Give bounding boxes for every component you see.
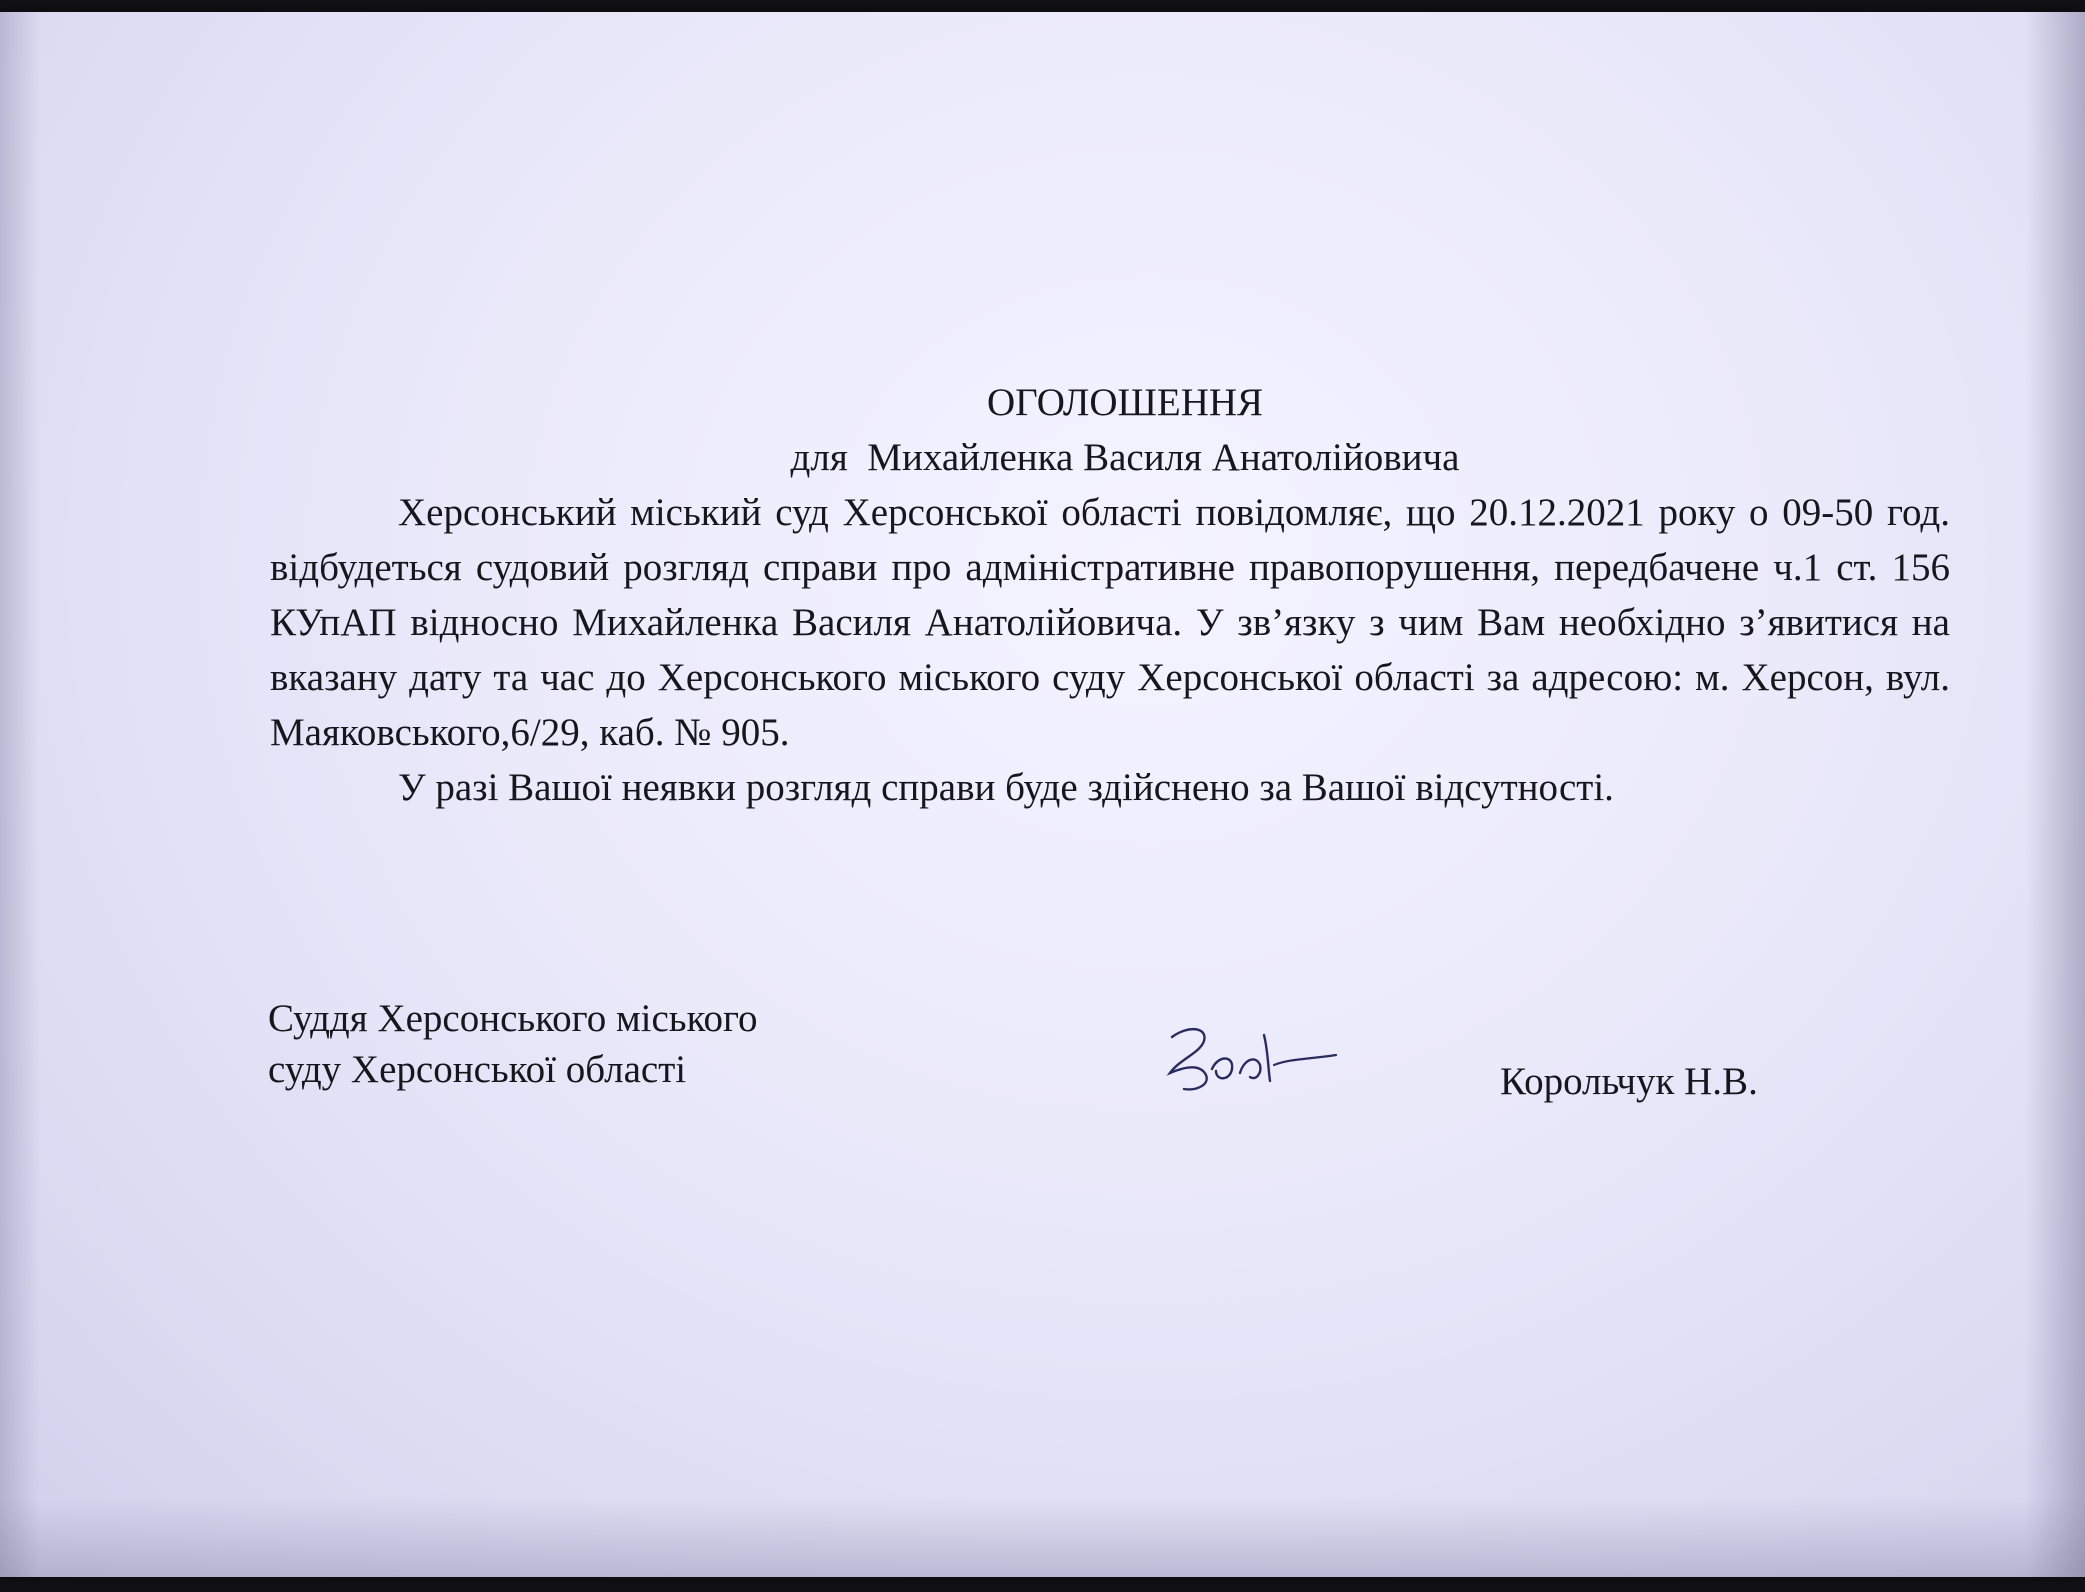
judge-position [268, 993, 758, 1095]
notice-addressee: для Михайленка Василя Анатолійовича [790, 436, 1460, 479]
handwritten-signature [1160, 1015, 1350, 1095]
notice-body [270, 375, 1950, 815]
notice-title: ОГОЛОШЕННЯ [986, 381, 1264, 424]
notice-paragraph-2: У разі Вашої неявки розгляд справи буде здійснено за Вашої відсутності. [398, 766, 1614, 809]
judge-position-line-1: Суддя Херсонського міського [268, 997, 758, 1040]
judge-position-line-2: суду Херсонської області [268, 1048, 687, 1091]
notice-paragraph-1: Херсонський міський суд Херсонської області повідомляє, що 20.12.2021 року о 09-50 год. відбудеться судовий розгляд справи про адміністративне правопорушення, передбачене ч.1 ст. 156 КУпАП відносно Михайленка Василя Анатолійовича. У зв’язку з чим Вам необхідно з’явитися на вказану дату та час до Херсонського міського суду Херсонської області за адресою: м. Херсон, вул. Маяковського,6/29, каб. № 905. [270, 491, 1950, 754]
judge-name: Корольчук Н.В. [1500, 1060, 1758, 1103]
